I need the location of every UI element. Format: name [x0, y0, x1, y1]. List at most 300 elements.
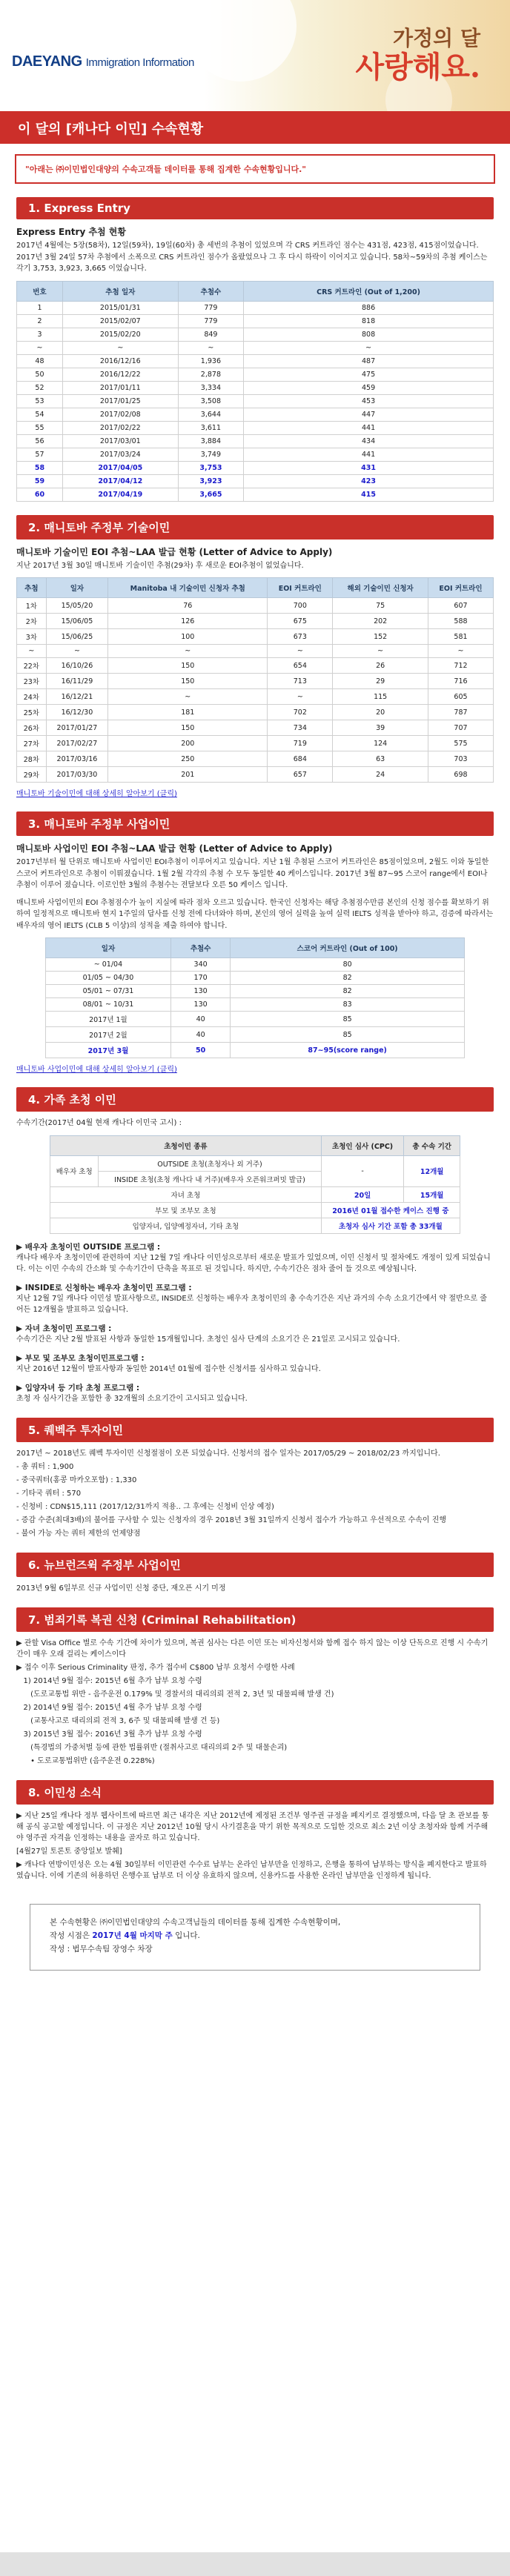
table-row: [17, 314, 494, 328]
section-title: 1. Express Entry: [16, 197, 494, 219]
table-cell: 2015/02/20: [62, 328, 178, 341]
table-cell: OUTSIDE 초청(초청자나 외 거주): [99, 1155, 321, 1171]
bullet-text: 캐나다 배우자 초청이민에 관련하여 지난 12월 7일 캐나다 이민성으로부터 새로운 발표가 있었으며, 이민 신청서 및 절차에도 개정이 있게 되었습니다. 이는 이민 수속의 간소화 및 수속기간이 단축을 목표로 된 것입니다. 하지만, 수속기간은 점차 줄어 들 것으로 예상됩니다.: [16, 1253, 491, 1273]
table-row: [17, 736, 494, 751]
page-title-bar: [0, 111, 510, 144]
table-cell: 83: [230, 998, 464, 1012]
logo-main-text: DAEYANG: [12, 53, 82, 70]
table-row: [17, 645, 494, 658]
table-cell: 53: [17, 394, 63, 408]
table-cell: 59: [17, 474, 63, 488]
table-cell: 702: [268, 705, 333, 720]
table-cell: 29: [333, 674, 428, 689]
table-header-cell: 추첨: [17, 578, 47, 598]
table-row: [45, 972, 465, 985]
table-cell: 27차: [17, 736, 47, 751]
table-cell: 3,753: [178, 461, 243, 474]
table-cell: 25차: [17, 705, 47, 720]
table-cell: 170: [171, 972, 231, 985]
table-row: [45, 1043, 465, 1058]
table-cell: ~: [244, 341, 494, 354]
table-cell: 16/12/30: [46, 705, 108, 720]
table-cell: 50: [17, 368, 63, 381]
table-row: [17, 434, 494, 448]
table-cell: 441: [244, 421, 494, 434]
text-line: 1) 2014년 9월 접수: 2015년 6월 추가 납부 요청 수령: [16, 1677, 202, 1685]
table-row: [17, 658, 494, 674]
section-title: 3. 매니토바 주정부 사업이민: [16, 811, 494, 836]
section-express-entry: [16, 197, 494, 502]
bullet-heading: ▶ 입양자녀 등 기타 초청 프로그램 :: [16, 1383, 140, 1392]
table-cell: 700: [268, 598, 333, 614]
table-cell: 26차: [17, 720, 47, 736]
table-row: [17, 720, 494, 736]
table-cell: 1,936: [178, 354, 243, 368]
table-cell: 26: [333, 658, 428, 674]
table-cell: 2017/02/27: [46, 736, 108, 751]
table-cell: 2,878: [178, 368, 243, 381]
section-paragraph: 2013년 9월 6일부로 신규 사업이민 신청 중단, 재오픈 시기 미정: [16, 1584, 226, 1593]
footer-line: 작성 : 법무수속팀 장영수 차장: [50, 1944, 153, 1953]
table-header-cell: EOI 커트라인: [428, 578, 493, 598]
table-cell: 675: [268, 614, 333, 629]
section-immigration-news: [16, 1780, 494, 1882]
table-cell: 340: [171, 958, 231, 972]
text-line: (도로교통법 위반 - 음주운전 0.179% 및 경찰서의 대리의뢰 전적 2, 3년 및 대물피해 발생 건): [16, 1690, 334, 1699]
table-cell: 22차: [17, 658, 47, 674]
table-cell: 16/12/21: [46, 689, 108, 705]
bullet-text: 지난 2016년 12월이 발표사항과 동일한 2014년 01월에 접수한 신청서를 심사하고 있습니다.: [16, 1364, 321, 1373]
table-header-cell: 추첨수: [178, 281, 243, 301]
page-title: 이 달의 [캐나다 이민] 수속현황: [18, 122, 204, 137]
table-cell: 50: [171, 1043, 231, 1058]
table-row: [17, 488, 494, 501]
table-cell: 63: [333, 751, 428, 767]
table-cell: 431: [244, 461, 494, 474]
table-cell: 423: [244, 474, 494, 488]
express-entry-table: [16, 281, 494, 502]
table-cell: ~: [428, 645, 493, 658]
table-cell: 200: [108, 736, 268, 751]
table-header-cell: 일자: [45, 938, 171, 958]
table-cell: ~: [268, 689, 333, 705]
table-cell: 28차: [17, 751, 47, 767]
logo-sub-text: Immigration Information: [85, 56, 194, 69]
footer-text: 입니다.: [172, 1931, 200, 1940]
table-cell: 787: [428, 705, 493, 720]
table-cell: 2017/01/25: [62, 394, 178, 408]
table-cell: 2015/02/07: [62, 314, 178, 328]
family-sponsorship-table: [50, 1135, 460, 1234]
table-row: [50, 1155, 460, 1171]
section-manitoba-skilled: [16, 515, 494, 799]
table-cell: 181: [108, 705, 268, 720]
table-cell: 75: [333, 598, 428, 614]
table-cell: 85: [230, 1027, 464, 1043]
section-manitoba-business: [16, 811, 494, 1074]
table-cell: 581: [428, 629, 493, 645]
text-line: ▶ 관할 Visa Office 별로 수속 기간에 차이가 있으며, 복권 심사는 다른 이민 또는 비자신청서와 함께 접수 하지 않는 이상 단독으로 진행 시 수속기간이 매우 오래 걸리는 케이스이다: [16, 1639, 489, 1659]
table-cell: 808: [244, 328, 494, 341]
table-cell: 80: [230, 958, 464, 972]
footer-line: [50, 1930, 460, 1943]
text-line: - 불어 가능 자는 쿼터 제한의 언제양점: [16, 1529, 141, 1538]
table-header-cell: 추첨 일자: [62, 281, 178, 301]
table-cell: 2017/02/22: [62, 421, 178, 434]
table-row: [17, 614, 494, 629]
table-cell: 05/01 ~ 07/31: [45, 985, 171, 998]
table-cell: ~: [17, 341, 63, 354]
table-cell: 250: [108, 751, 268, 767]
table-cell: 453: [244, 394, 494, 408]
footer-text: 작성 시점은: [50, 1931, 93, 1940]
table-row: [50, 1186, 460, 1202]
table-header-cell: 일자: [46, 578, 108, 598]
table-cell: 487: [244, 354, 494, 368]
table-row: [17, 598, 494, 614]
table-cell: 20일: [321, 1186, 404, 1202]
table-cell: 2016/12/16: [62, 354, 178, 368]
table-cell: 76: [108, 598, 268, 614]
bottom-bar: [0, 2552, 510, 2576]
table-cell: 2016/12/22: [62, 368, 178, 381]
section-subhead: 매니토바 사업이민 EOI 추첨~LAA 발급 현황 (Letter of Advice to Apply): [16, 843, 333, 854]
text-line: - 총 쿼터 : 1,900: [16, 1462, 74, 1471]
table-cell: 447: [244, 408, 494, 421]
table-cell: ~ 01/04: [45, 958, 171, 972]
table-row: [45, 1012, 465, 1027]
section-quebec-investor: [16, 1418, 494, 1539]
table-cell: 54: [17, 408, 63, 421]
intro-box: [15, 154, 495, 184]
section-paragraph: 2017년부터 월 단위로 매니토바 사업이민 EOI추첨이 이루어지고 있습니다. 지난 1월 추첨된 스코어 커트라인은 85점이었으며, 2월도 이와 동일한 스코어 커트라인으로 추첨이 이뤄졌습니다. 1월 2월 각각의 추첨 수 모두 동일한 40 케이스입니다. 2017년 3월 87~95 스코어 range에서 EOI나추첨이 이루어 졌습니다. 이로인한 3월의 추첨수는 전달보다 오른 50 케이스 입니다.: [16, 858, 489, 889]
text-line: • 도로교통법위반 (음주운전 0.228%): [16, 1757, 155, 1765]
table-cell: 712: [428, 658, 493, 674]
table-cell: 100: [108, 629, 268, 645]
table-cell: 58: [17, 461, 63, 474]
table-cell: 124: [333, 736, 428, 751]
table-cell: 82: [230, 972, 464, 985]
table-header-cell: 번호: [17, 281, 63, 301]
text-line: (교통사고로 대리의뢰 전적 3, 6주 및 대물피해 발생 건 등): [16, 1717, 220, 1725]
table-cell: 82: [230, 985, 464, 998]
table-row: [50, 1202, 460, 1218]
table-cell: 684: [268, 751, 333, 767]
table-cell: 52: [17, 381, 63, 394]
table-cell: 3,644: [178, 408, 243, 421]
table-cell: 441: [244, 448, 494, 461]
header-title: [356, 27, 481, 84]
table-cell: 734: [268, 720, 333, 736]
table-cell: 201: [108, 767, 268, 783]
header-banner: [0, 0, 510, 111]
table-cell: 2017/01/27: [46, 720, 108, 736]
text-line: - 중국쿼터(홍콩 마카오포함) : 1,330: [16, 1475, 137, 1484]
section-new-brunswick: [16, 1553, 494, 1595]
table-row: [17, 394, 494, 408]
table-cell: 15/05/20: [46, 598, 108, 614]
table-row: [17, 368, 494, 381]
table-header-cell: 총 수속 기간: [404, 1135, 460, 1155]
bullet-text: 지난 12월 7일 캐나다 이민성 발표사항으로, INSIDE로 신청하는 배우자 초청이민의 총 수속기간은 지난 과거의 수속 소요기간에서 약 절반으로 줄어든 12개월을 발표하고 있습니다.: [16, 1294, 487, 1314]
table-cell: ~: [46, 645, 108, 658]
table-cell: 입양자녀, 입양예정자녀, 기타 초청: [50, 1218, 322, 1233]
text-line: (특경법의 가중처벌 등에 관한 법률위반 (절취사고로 대리의뢰 2주 및 대물손괴): [16, 1744, 288, 1752]
table-row: [50, 1218, 460, 1233]
table-cell: 24: [333, 767, 428, 783]
header-title-line1: 가정의 달: [393, 26, 480, 50]
table-cell: 56: [17, 434, 63, 448]
table-header-cell: CRS 커트라인 (Out of 1,200): [244, 281, 494, 301]
text-line: - 증감 수준(최대3배)의 불어를 구사할 수 있는 신청자의 경우 2018년 3월 31일까지 신청서 접수가 가능하고 우선적으로 수속이 진행: [16, 1516, 447, 1524]
table-cell: 3,749: [178, 448, 243, 461]
table-cell: 40: [171, 1012, 231, 1027]
table-cell: INSIDE 초청(초청 캐나다 내 거주)(배우자 오픈워크퍼밋 발급): [99, 1171, 321, 1186]
bullet-heading: ▶ 부모 및 조부모 초청이민프로그램 :: [16, 1353, 145, 1363]
section-criminal-rehab: [16, 1607, 494, 1767]
table-row: [17, 328, 494, 341]
text-line: ▶ 지난 25일 캐나다 정부 웹사이트에 따르면 최근 내각은 지난 2012년에 제정된 조건부 영주권 규정을 폐지키로 결정했으며, 다음 달 초 관보를 통해 공식 공고할 예정입니다. 이 규정은 지난 2012년 10월 당시 사기결혼을 막기 위한 목적으로 도입한 것으로 최소 2년 이상 초청자와 함께 거주해야 영주권 자격을 인정하는 내용을 골자로 하고 있습니다.: [16, 1812, 489, 1842]
quebec-line-list: [16, 1448, 494, 1539]
footer-note: [30, 1904, 480, 1971]
table-cell: -: [321, 1155, 404, 1186]
table-row: [17, 301, 494, 314]
table-cell: 152: [333, 629, 428, 645]
table-cell: 130: [171, 985, 231, 998]
table-row: [45, 985, 465, 998]
family-bullet-list: [16, 1241, 494, 1404]
text-line: 2) 2014년 9월 접수: 2015년 4월 추가 납부 요청 수령: [16, 1704, 202, 1712]
decorative-circle: [185, 0, 297, 82]
table-row: [17, 629, 494, 645]
table-cell: 707: [428, 720, 493, 736]
table-cell: 2016년 01월 접수한 케이스 진행 중: [321, 1202, 460, 1218]
table-cell: 575: [428, 736, 493, 751]
table-row: [17, 381, 494, 394]
text-line: 2017년 ~ 2018년도 퀘벡 투자이민 신청절점이 오픈 되었습니다. 신청서의 접수 일자는 2017/05/29 ~ 2018/02/23 까지입니다.: [16, 1449, 440, 1458]
table-cell: 57: [17, 448, 63, 461]
table-cell: 698: [428, 767, 493, 783]
table-cell: 2017/04/12: [62, 474, 178, 488]
table-header-cell: 추첨수: [171, 938, 231, 958]
section-title: 6. 뉴브런즈윅 주정부 사업이민: [16, 1553, 494, 1577]
table-cell: 202: [333, 614, 428, 629]
table-cell: 3: [17, 328, 63, 341]
table-cell: 29차: [17, 767, 47, 783]
table-cell: 39: [333, 720, 428, 736]
table-cell: 2017년 1월: [45, 1012, 171, 1027]
table-row: [17, 674, 494, 689]
header-title-line2: 사랑해요.: [355, 50, 480, 85]
bullet-text: 초청 자 심사기간을 포함한 총 32개월의 소요기간이 고시되고 있습니다.: [16, 1394, 248, 1403]
footer-highlight: 2017년 4월 마지막 주: [92, 1931, 173, 1940]
section-title: 5. 퀘벡주 투자이민: [16, 1418, 494, 1442]
table-cell: 2017년 3월: [45, 1043, 171, 1058]
table-row: [17, 751, 494, 767]
manitoba-business-link[interactable]: 매니토바 사업이민에 대해 상세히 알아보기 (클릭): [16, 1066, 177, 1074]
table-cell: 150: [108, 658, 268, 674]
section-title: 2. 매니토바 주정부 기술이민: [16, 515, 494, 540]
table-cell: 1차: [17, 598, 47, 614]
table-cell: 3,508: [178, 394, 243, 408]
table-cell: 15개월: [404, 1186, 460, 1202]
text-line: - 신청비 : CDN$15,111 (2017/12/31까지 적용.. 그 후에는 신청비 인상 예정): [16, 1502, 274, 1511]
text-line: ▶ 캐나다 연방이민성은 오는 4월 30일부터 이민관련 수수료 납부는 온라인 납부만을 인정하고, 은행을 통하여 납부하는 방식을 폐지한다고 발표하였습니다. 이에 기존의 허용하던 은행수표 납부로 더 이상 유효하지 않으며, 신용카드를 사용한 온라인 납부만을 인정하게 됩니다.: [16, 1861, 487, 1880]
table-cell: 588: [428, 614, 493, 629]
table-cell: 자녀 초청: [50, 1186, 322, 1202]
table-cell: 3,923: [178, 474, 243, 488]
table-cell: 2017/03/16: [46, 751, 108, 767]
table-cell: 2차: [17, 614, 47, 629]
table-cell: 818: [244, 314, 494, 328]
table-cell: 15/06/05: [46, 614, 108, 629]
footer-line: 본 수속현황은 ㈜이민법인대양의 수속고객님들의 데이터를 통해 집계한 수속현황이며,: [50, 1918, 341, 1927]
table-cell: 475: [244, 368, 494, 381]
table-cell: ~: [108, 645, 268, 658]
table-cell: 2017/03/24: [62, 448, 178, 461]
table-cell: 40: [171, 1027, 231, 1043]
table-cell: 3,611: [178, 421, 243, 434]
table-cell: ~: [62, 341, 178, 354]
table-cell: 673: [268, 629, 333, 645]
table-cell: 849: [178, 328, 243, 341]
table-cell: 719: [268, 736, 333, 751]
table-header-cell: EOI 커트라인: [268, 578, 333, 598]
table-cell: 703: [428, 751, 493, 767]
table-cell: 2017년 2월: [45, 1027, 171, 1043]
bullet-heading: ▶ 자녀 초청이민 프로그램 :: [16, 1324, 112, 1333]
section-title: 8. 이민성 소식: [16, 1780, 494, 1805]
company-logo[interactable]: [12, 53, 194, 70]
text-line: - 기타국 쿼터 : 570: [16, 1489, 82, 1498]
table-row: [17, 689, 494, 705]
section-caption: 수속기간(2017년 04월 현재 캐나다 이민국 고시) :: [16, 1119, 182, 1127]
table-cell: 2017/04/05: [62, 461, 178, 474]
table-cell: 3,884: [178, 434, 243, 448]
table-cell: 2017/04/19: [62, 488, 178, 501]
news-line-list: [16, 1810, 494, 1882]
section-title: 7. 범죄기록 복권 신청 (Criminal Rehabilitation): [16, 1607, 494, 1632]
table-cell: 08/01 ~ 10/31: [45, 998, 171, 1012]
table-cell: 713: [268, 674, 333, 689]
table-header-cell: 초청인 심사 (CPC): [321, 1135, 404, 1155]
table-header-cell: 초청이민 종류: [50, 1135, 322, 1155]
section-title: 4. 가족 초청 이민: [16, 1087, 494, 1112]
table-cell: 초청자 심사 기간 포함 총 33개월: [321, 1218, 460, 1233]
table-cell: 24차: [17, 689, 47, 705]
table-header-cell: Manitoba 내 기술이민 신청자 추첨: [108, 578, 268, 598]
table-header-cell: 스코어 커트라인 (Out of 100): [230, 938, 464, 958]
table-row: [17, 341, 494, 354]
table-cell: 3,334: [178, 381, 243, 394]
table-cell: 2: [17, 314, 63, 328]
table-cell: ~: [178, 341, 243, 354]
bullet-text: 수속기간은 지난 2월 발표된 사항과 동일한 15개월입니다. 초청인 심사 단계의 소요기간 은 21일로 고시되고 있습니다.: [16, 1335, 400, 1344]
table-cell: 12개월: [404, 1155, 460, 1186]
table-cell: 15/06/25: [46, 629, 108, 645]
table-cell: 3차: [17, 629, 47, 645]
table-cell: 415: [244, 488, 494, 501]
table-cell: 20: [333, 705, 428, 720]
table-cell: 657: [268, 767, 333, 783]
table-cell: ~: [333, 645, 428, 658]
section-paragraph: 2017년 4월에는 5장(58차), 12일(59차), 19일(60차) 총 세번의 추첨이 있었으며 각 CRS 커트라인 점수는 431점, 423점, 415점이었습니다. 2017년 3월 24일 57차 추첨에서 소폭으로 CRS 커트라인 점수가 올랐었으나 그 후 다시 하락이 이어지고 있습니다. 58차~59차의 추첨 케이스는 각기 3,753, 3,923, 3,665 이었습니다.: [16, 242, 488, 273]
table-cell: ~: [108, 689, 268, 705]
table-row: [17, 408, 494, 421]
table-row: [45, 998, 465, 1012]
table-cell: 126: [108, 614, 268, 629]
table-row: [17, 767, 494, 783]
table-cell: 85: [230, 1012, 464, 1027]
manitoba-skilled-link[interactable]: 매니토바 기술이민에 대해 상세히 알아보기 (클릭): [16, 790, 177, 798]
section-family-sponsorship: [16, 1087, 494, 1404]
table-row: [17, 474, 494, 488]
table-row: [17, 461, 494, 474]
table-cell: 716: [428, 674, 493, 689]
table-row: [17, 448, 494, 461]
table-row: [17, 421, 494, 434]
table-cell: 2017/01/11: [62, 381, 178, 394]
section-paragraph: 매니토바 사업이민의 EOI 추첨점수가 높이 지실에 따라 점차 오르고 있습니다. 한국인 신청자는 해당 추첨점수만큼 본인의 신청 점수를 확보하기 위하여 일정적으로 매니토바 현지 1주일의 답사를 신청 전에 다녀와야 하며, 본인의 영어 실력을 높여 실력 IELTS 성적을 받아야 하고, 검증에 따라서는 배우자의 영어 IELTS (CLB 5 이상)의 성적을 제출 하여야 합니다.: [16, 898, 494, 930]
text-line: ▶ 접수 이후 Serious Criminality 판정, 추가 접수비 C$800 납부 요청서 수령한 사례: [16, 1664, 295, 1672]
table-cell: 150: [108, 674, 268, 689]
text-line: 3) 2015년 3월 접수: 2016년 3월 추가 납부 요청 수령: [16, 1730, 202, 1739]
table-cell: 654: [268, 658, 333, 674]
table-cell: 434: [244, 434, 494, 448]
bullet-heading: ▶ 배우자 초청이민 OUTSIDE 프로그램 :: [16, 1242, 161, 1252]
table-cell: 3,665: [178, 488, 243, 501]
table-cell: 16/10/26: [46, 658, 108, 674]
table-cell: 150: [108, 720, 268, 736]
text-line: [4월27일 토론토 중앙일보 발췌]: [16, 1848, 122, 1856]
table-cell: 779: [178, 301, 243, 314]
bullet-heading: ▶ INSIDE로 신청하는 배우자 초청이민 프로그램 :: [16, 1283, 192, 1292]
table-cell: 23차: [17, 674, 47, 689]
table-cell: 2017/02/08: [62, 408, 178, 421]
table-cell: 01/05 ~ 04/30: [45, 972, 171, 985]
table-cell: 605: [428, 689, 493, 705]
table-cell: 459: [244, 381, 494, 394]
table-cell: 87~95(score range): [230, 1043, 464, 1058]
section-subhead: 매니토바 기술이민 EOI 추첨~LAA 발급 현황 (Letter of Advice to Apply): [16, 546, 333, 557]
table-cell: 130: [171, 998, 231, 1012]
table-cell: 1: [17, 301, 63, 314]
table-row: [45, 1027, 465, 1043]
table-cell: 886: [244, 301, 494, 314]
table-cell: 부모 및 조부모 초청: [50, 1202, 322, 1218]
table-cell: 2017/03/01: [62, 434, 178, 448]
section-paragraph: 지난 2017년 3월 30일 매니토바 기술이민 추첨(29차) 후 새로운 EOI추첨이 없었습니다.: [16, 561, 304, 570]
manitoba-business-table: [45, 937, 466, 1058]
table-row: [45, 958, 465, 972]
table-cell: 779: [178, 314, 243, 328]
table-cell: 607: [428, 598, 493, 614]
intro-text: "아래는 ㈜이민법인대양의 수속고객들 데이터를 통해 집계한 수속현황입니다.": [25, 165, 307, 174]
table-row: [17, 705, 494, 720]
table-cell: 배우자 초청: [50, 1155, 99, 1186]
table-cell: ~: [17, 645, 47, 658]
rehab-line-list: [16, 1638, 494, 1767]
table-cell: ~: [268, 645, 333, 658]
table-cell: 2015/01/31: [62, 301, 178, 314]
section-subhead: Express Entry 추첨 현황: [16, 227, 126, 237]
table-cell: 60: [17, 488, 63, 501]
table-cell: 55: [17, 421, 63, 434]
table-cell: 48: [17, 354, 63, 368]
manitoba-skilled-table: [16, 577, 494, 783]
table-cell: 16/11/29: [46, 674, 108, 689]
table-cell: 115: [333, 689, 428, 705]
